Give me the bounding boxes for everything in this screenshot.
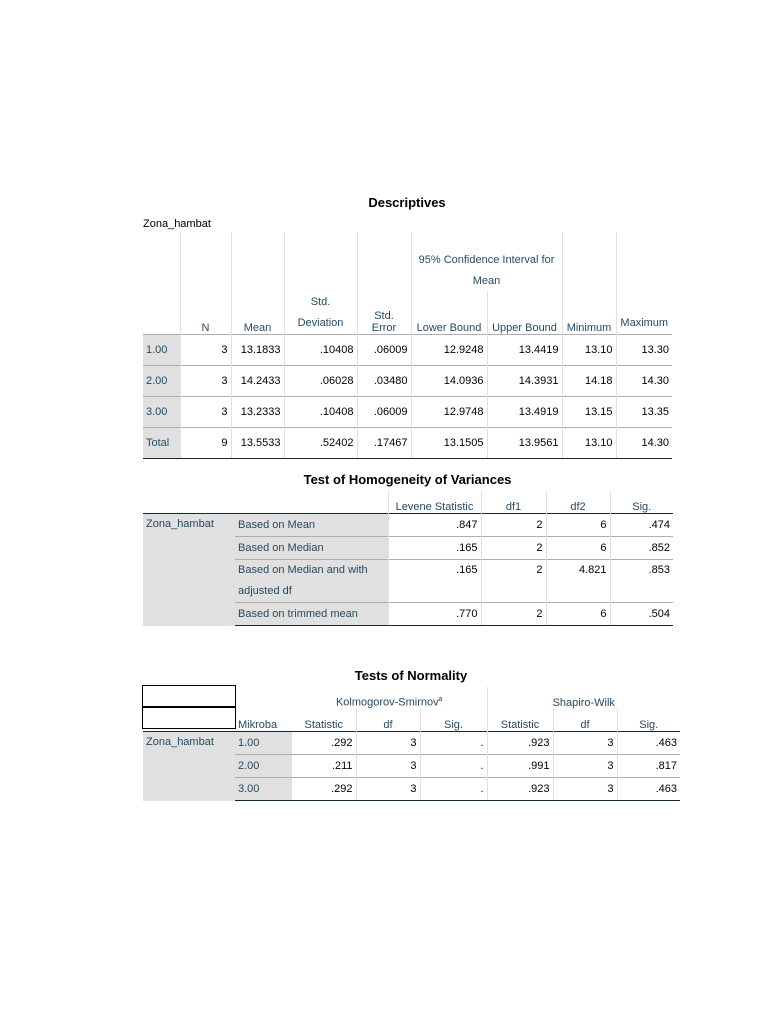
descriptives-table	[143, 232, 672, 459]
cell: .991	[487, 755, 553, 778]
table-row	[143, 428, 672, 459]
cell: 2	[481, 603, 546, 626]
cell: 12.9748	[411, 397, 487, 428]
col-header: Mean	[231, 292, 284, 335]
cell: 14.0936	[411, 366, 487, 397]
cell: .165	[388, 537, 481, 560]
cell: .03480	[357, 366, 411, 397]
cell: .463	[617, 732, 680, 755]
cell: .17467	[357, 428, 411, 459]
cell: 13.2333	[231, 397, 284, 428]
cell: 13.35	[616, 397, 672, 428]
cell: 2	[481, 514, 546, 537]
cell: .	[420, 732, 487, 755]
normality-table	[143, 687, 680, 801]
cell: 3	[180, 397, 231, 428]
cell: .06028	[284, 366, 357, 397]
row-label: Total	[143, 428, 180, 459]
cell: 3	[180, 366, 231, 397]
cell: 9	[180, 428, 231, 459]
row-label: Based on Median	[235, 537, 388, 560]
cell: 13.9561	[487, 428, 562, 459]
cell: 2	[481, 560, 546, 603]
col-header: Minimum	[562, 292, 616, 335]
descriptives-title: Descriptives	[368, 195, 446, 210]
col-header: Std. Error	[357, 292, 411, 335]
cell: 13.30	[616, 335, 672, 366]
cell: .292	[292, 732, 356, 755]
cell: 3	[553, 755, 617, 778]
homogeneity-title: Test of Homogeneity of Variances	[303, 472, 512, 487]
cell: .292	[292, 778, 356, 801]
row-label: Based on Median and with adjusted df	[235, 560, 388, 603]
cell: .474	[610, 514, 673, 537]
homogeneity-table	[143, 491, 673, 626]
cell: .06009	[357, 335, 411, 366]
row-label: 3.00	[143, 397, 180, 428]
cell: .770	[388, 603, 481, 626]
table-row	[143, 514, 673, 537]
cell: .	[420, 778, 487, 801]
cell: 13.4919	[487, 397, 562, 428]
variable-label: Zona_hambat	[143, 732, 235, 801]
factor-header: Mikroba	[238, 719, 278, 731]
cell: 13.5533	[231, 428, 284, 459]
row-label: 1.00	[143, 335, 180, 366]
cell: .165	[388, 560, 481, 603]
col-header: df1	[481, 491, 546, 514]
col-header: Lower Bound	[411, 292, 487, 335]
col-header: Sig.	[420, 709, 487, 732]
ks-group-header: Kolmogorov-Smirnov$^a$	[335, 696, 443, 709]
table-row	[143, 335, 672, 366]
row-label: Based on trimmed mean	[235, 603, 388, 626]
col-header: Statistic	[487, 709, 553, 732]
col-header: Maximum	[616, 292, 672, 335]
cell: 14.18	[562, 366, 616, 397]
cell: 4.821	[546, 560, 610, 603]
sw-group-header: Shapiro-Wilk	[487, 687, 680, 709]
col-header: Levene Statistic	[388, 491, 481, 514]
col-header: N	[180, 292, 231, 335]
cell: .463	[617, 778, 680, 801]
cell: 3	[553, 732, 617, 755]
cell: .853	[610, 560, 673, 603]
cell: 14.30	[616, 366, 672, 397]
normality-title: Tests of Normality	[354, 668, 468, 683]
row-label: 2.00	[235, 755, 292, 778]
cell: .10408	[284, 335, 357, 366]
cell: 3	[553, 778, 617, 801]
col-header: Sig.	[610, 491, 673, 514]
row-label: Based on Mean	[235, 514, 388, 537]
col-header: Upper Bound	[487, 292, 562, 335]
cell: .06009	[357, 397, 411, 428]
row-label: 3.00	[235, 778, 292, 801]
cell: .	[420, 755, 487, 778]
col-header: df	[356, 709, 420, 732]
table-row	[143, 397, 672, 428]
variable-label: Zona_hambat	[143, 514, 235, 626]
col-header: Statistic	[304, 719, 343, 731]
row-label: 2.00	[143, 366, 180, 397]
row-label: 1.00	[235, 732, 292, 755]
cell: .504	[610, 603, 673, 626]
table-row	[143, 732, 680, 755]
cell: 3	[356, 732, 420, 755]
cell: 6	[546, 603, 610, 626]
cell: .211	[292, 755, 356, 778]
cell: 13.15	[562, 397, 616, 428]
cell: 2	[481, 537, 546, 560]
cell: .10408	[284, 397, 357, 428]
cell: .852	[610, 537, 673, 560]
cell: 14.3931	[487, 366, 562, 397]
cell: 14.2433	[231, 366, 284, 397]
col-header: Sig.	[617, 709, 680, 732]
table-row	[143, 366, 672, 397]
cell: 13.10	[562, 428, 616, 459]
cell: 12.9248	[411, 335, 487, 366]
cell: 13.10	[562, 335, 616, 366]
descriptives-variable: Zona_hambat	[143, 218, 211, 230]
col-header: Std. Deviation	[284, 292, 357, 335]
col-header: df	[553, 709, 617, 732]
cell: .923	[487, 778, 553, 801]
cell: 3	[356, 755, 420, 778]
cell: 6	[546, 514, 610, 537]
cell: 14.30	[616, 428, 672, 459]
cell: 13.4419	[487, 335, 562, 366]
cell: .52402	[284, 428, 357, 459]
cell: 3	[180, 335, 231, 366]
cell: 6	[546, 537, 610, 560]
cell: .817	[617, 755, 680, 778]
col-header: df2	[546, 491, 610, 514]
cell: .847	[388, 514, 481, 537]
cell: 13.1833	[231, 335, 284, 366]
cell: .923	[487, 732, 553, 755]
cell: 13.1505	[411, 428, 487, 459]
ci-group-header: 95% Confidence Interval for Mean	[411, 232, 562, 292]
cell: 3	[356, 778, 420, 801]
